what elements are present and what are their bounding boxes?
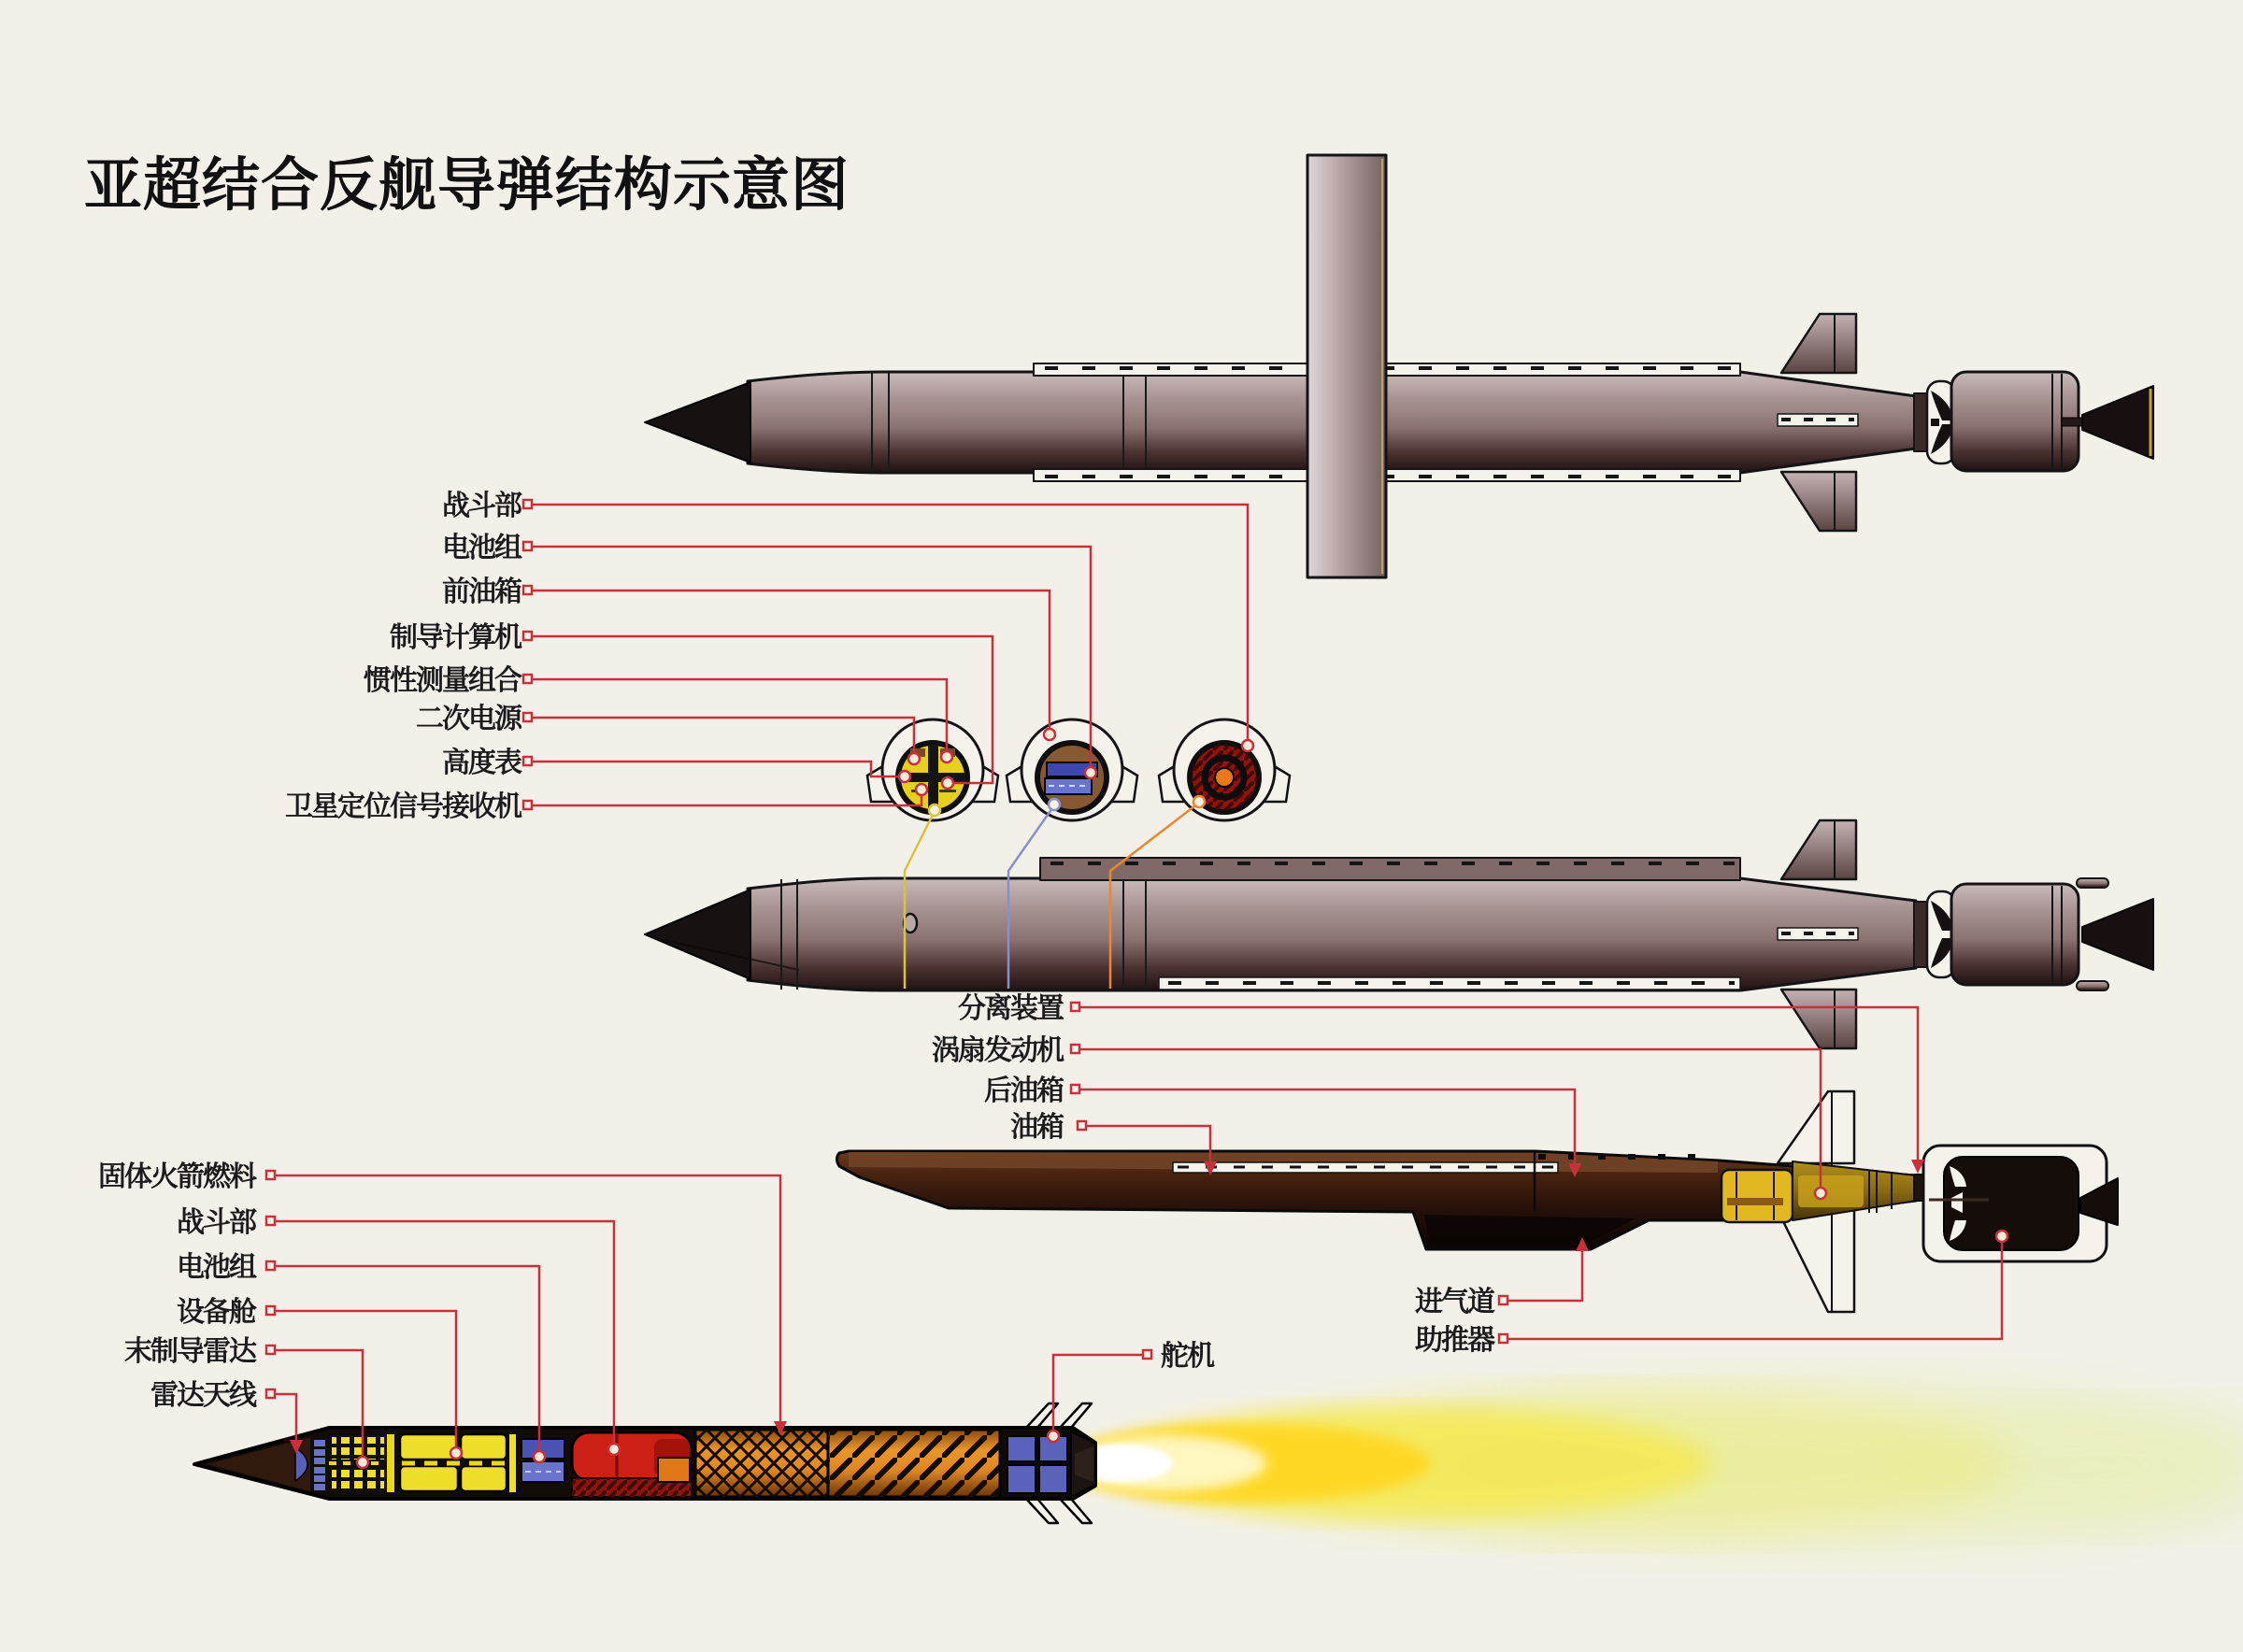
label-separation-device: 分离装置 [958,993,1063,1024]
label-rear-fuel-tank: 后油箱 [984,1075,1063,1106]
tail-fin-lower [1781,472,1856,531]
label-warhead-lower: 战斗部 [177,1207,255,1238]
cross-section-warhead [1159,719,1290,820]
exhaust-flame [1056,1376,2243,1554]
label-satnav-receiver: 卫星定位信号接收机 [285,791,521,822]
label-air-intake: 进气道 [1415,1287,1493,1317]
label-secondary-power: 二次电源 [416,704,521,734]
label-turbofan-engine: 涡扇发动机 [932,1035,1063,1066]
label-fuel-tank: 油箱 [1010,1112,1063,1143]
label-battery-lower: 电池组 [177,1252,255,1283]
radar-electronics [332,1437,384,1460]
label-solid-rocket-fuel: 固体火箭燃料 [98,1161,255,1192]
label-inertial-measurement-unit: 惯性测量组合 [364,665,521,696]
label-equipment-bay: 设备舱 [177,1297,255,1328]
tail-fin-upper [1778,1091,1854,1163]
tail-fin-lower [1778,1210,1854,1312]
label-rudder-servo: 舵机 [1161,1341,1213,1372]
booster-nozzle [2082,899,2153,970]
missile-top-view [645,155,2153,577]
cross-section-fuel-battery [1007,719,1137,820]
label-warhead-upper: 战斗部 [442,491,521,521]
tail-fin-lower [1781,990,1856,1048]
label-guidance-computer: 制导计算机 [390,622,521,653]
booster-casing [1951,372,2079,471]
turbofan-engine-block [1722,1170,1793,1222]
label-terminal-guidance-radar: 末制导雷达 [124,1336,255,1367]
booster-nozzle [2082,386,2153,459]
tail-fin-upper [1781,314,1856,373]
booster-body [1944,1157,2079,1250]
page-title: 亚超结合反舰导弹结构示意图 [84,154,850,218]
missile-cutaway-view [194,1403,1095,1523]
label-front-fuel-tank: 前油箱 [442,577,521,607]
booster-casing [1951,884,2079,985]
dorsal-duct [1040,858,1740,880]
nose-cone [645,890,750,979]
label-battery-upper: 电池组 [442,533,521,563]
tail-fin-upper [1781,820,1856,879]
missile-middle-view [645,820,2153,1048]
nose-cone [645,382,750,463]
label-radar-antenna: 雷达天线 [150,1380,255,1411]
label-booster: 助推器 [1415,1325,1493,1356]
folded-wing-vertical [1307,155,1386,577]
label-altimeter: 高度表 [442,748,521,778]
wing-slot [1173,1162,1558,1173]
